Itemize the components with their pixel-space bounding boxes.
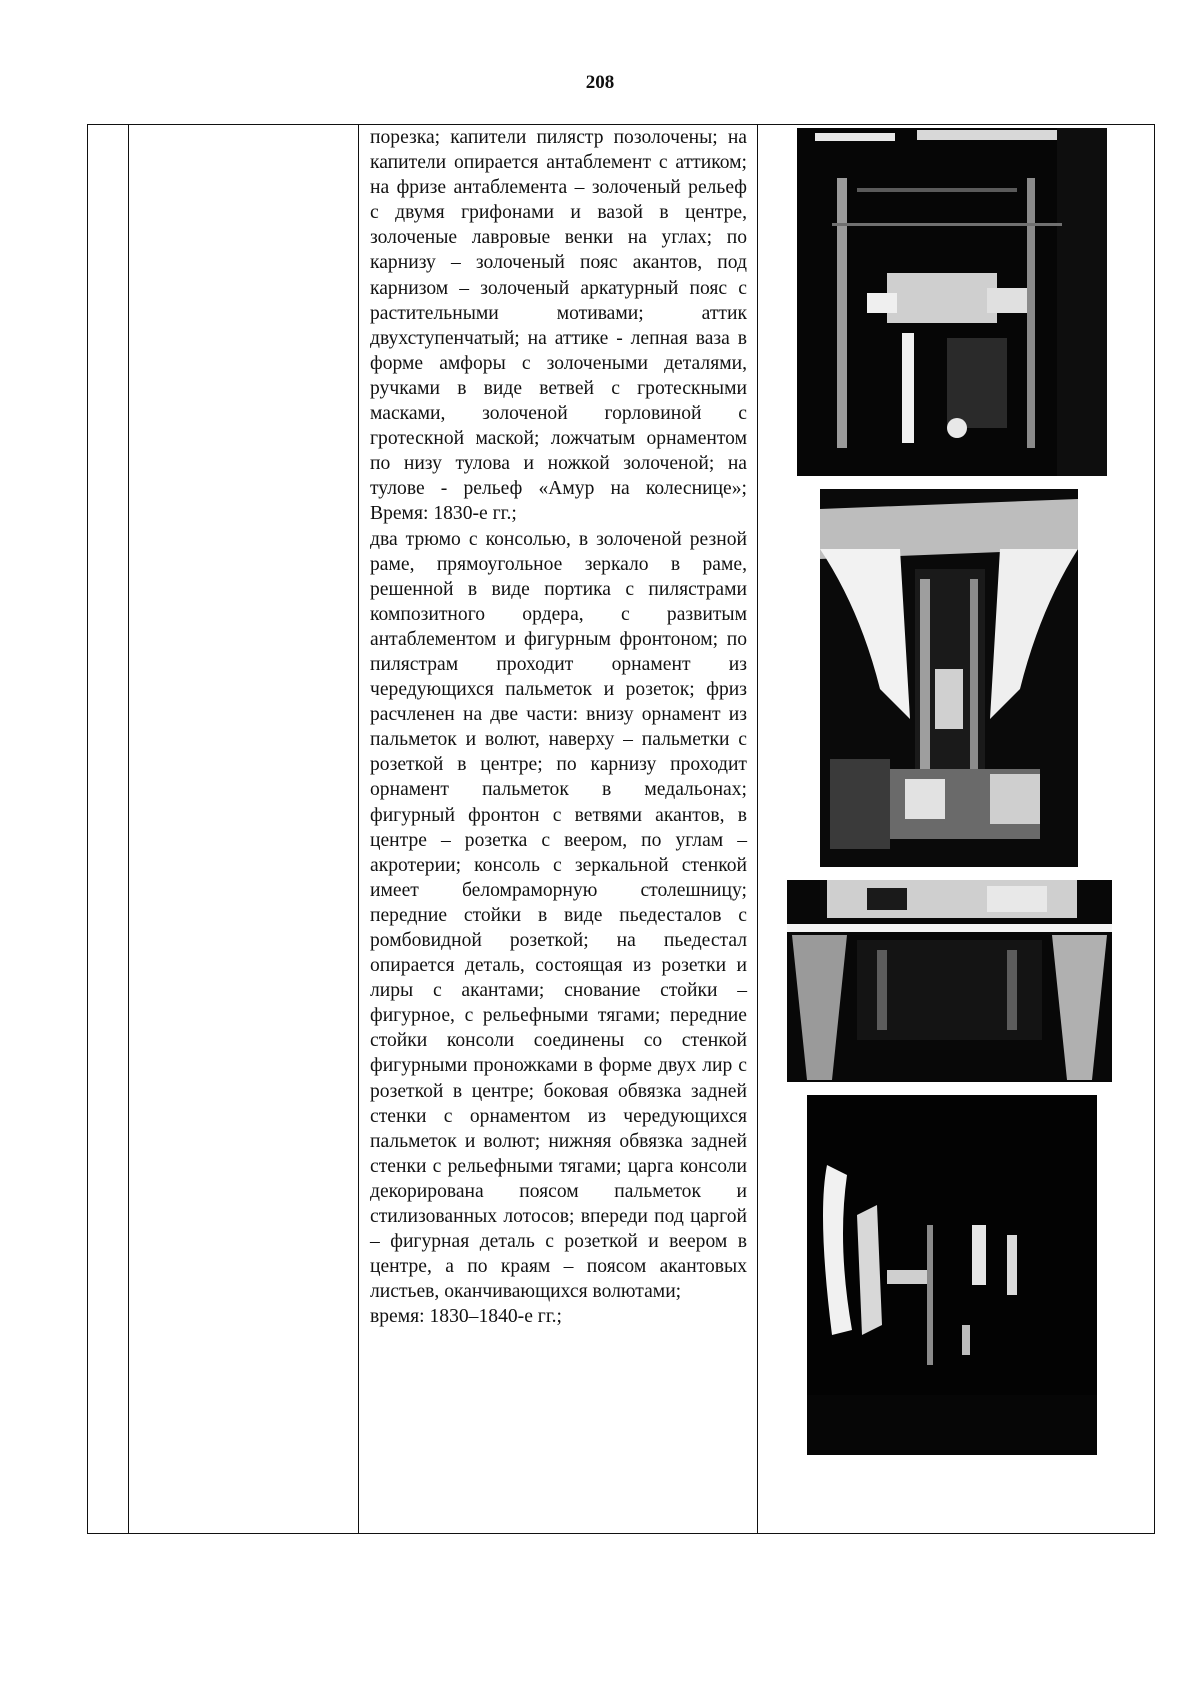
number-cell: [88, 125, 129, 1534]
page-number: 208: [585, 72, 615, 93]
description-cell: [359, 125, 758, 1534]
photo-console-table: [787, 880, 1112, 1082]
description-paragraph: два трюмо с консолью, в золоченой резной раме, прямоугольное зеркало в раме, решенной в виде портика с пилястрами композитного ордера, с развитым антаблементом и фигурным фронтоном; по пилястрам проходит орнамент из чередующихся пальметок и розеток; фриз расчленен на две части: внизу орнамент из пальметок и волют, наверху – пальметки с розеткой в центре; по карнизу проходит орнамент пальметок в медальонах; фигурный фронтон с ветвями акантов, в центре – розетка с веером, по углам – акротерии; консоль с зеркальной стенкой имеет беломраморную столешницу; передние стойки в виде пьедесталов с ромбовидной розеткой; на пьедестал опирается деталь, состоящая из розетки и лиры с акантами; снование стойки – фигурное, с рельефными тягами; передние стойки консоли соединены со стенкой фигурными проножками в форме двух лир с розеткой в центре; боковая обвязка задней стенки с орнаментом из чередующихся пальметок и волют; нижняя обвязка задней стенки с рельефными тягами; царга консоли декорирована поясом пальметок и стилизованных лотосов; впереди под царгой – фигурная деталь с розеткой и веером в центре, а по краям – поясом акантовых листьев, оканчивающихся волютами;: [370, 528, 747, 1303]
photos-cell: [758, 125, 1155, 1534]
photo-console-detail: [807, 1095, 1097, 1455]
description-paragraph: время: 1830–1840-е гг.;: [370, 1306, 562, 1328]
description-paragraph: порезка; капители пилястр позолочены; на капители опирается антаблемент с аттиком; на фризе антаблемента – золоченый рельеф с двумя грифонами и вазой в центре, золоченые лавровые венки на углах; по карнизу – золоченый пояс акантов, под карнизом – золоченый аркатурный пояс с растительными мотивами; аттик двухступенчатый; на аттике - лепная ваза в форме амфоры с золочеными деталями, ручками в виде ветвей с гротескными масками, золоченой горловиной с гротескной маской; ложчатым орнаментом по низу тулова и ножкой золоченой; на тулове - рельеф «Амур на колеснице»; Время: 1830-е гг.;: [370, 127, 747, 525]
name-cell: [129, 125, 359, 1534]
table-row: [88, 125, 1155, 1534]
photo-trumeau-mirror: [820, 489, 1078, 867]
photo-mirror-frame: [797, 128, 1107, 476]
register-table: [87, 124, 1155, 1534]
description-text: [359, 125, 757, 1330]
